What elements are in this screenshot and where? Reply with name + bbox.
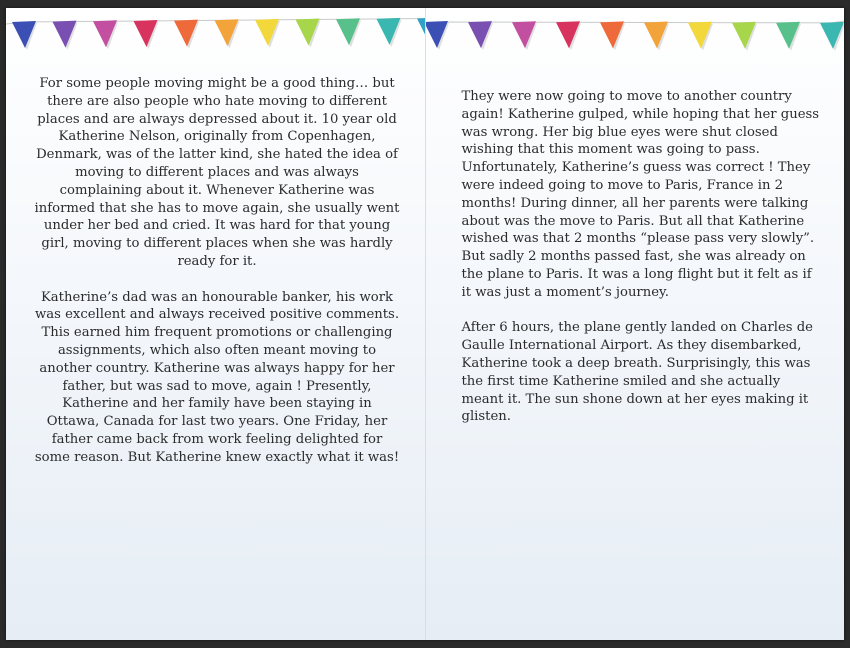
right-paragraph-2: After 6 hours, the plane gently landed on Charles de Gaulle International Airport. As they disembarked, Katherine took a deep breath. Surprisingly, this was the first time Katherine smiled and she actually meant it. The sun shone down at her eyes making it glisten. — [461, 320, 813, 425]
bunting-banner-left — [6, 8, 425, 64]
left-paragraph-2: Katherine’s dad was an honourable banker, his work was excellent and always received positive comments. This earned him frequent promotions or challenging assignments, which also often meant moving to another country. Katherine was always happy for her father, but was sad to move, again ! Presently, Katherine and her family have been staying in Ottawa, Canada for last two years. One Friday, her father came back from work feeling delighted for some reason. But Katherine knew exactly what it was! — [34, 289, 400, 465]
right-paragraph-1: They were now going to move to another country again! Katherine gulped, while hoping that her guess was wrong. Her big blue eyes were shut closed wishing that this moment was going to pass. Unfortunately, Katherine’s guess was correct ! They were indeed going to move to Paris, France in 2 months! During dinner, all her parents were talking about was the move to Paris. But all that Katherine wished was that 2 months “please pass very slowly”. But sadly 2 months passed fast, she was already on the plane to Paris. It was a long flight but it felt as if it was just a moment’s journey. — [461, 89, 820, 300]
right-page — [426, 8, 845, 640]
pennant-flag — [417, 18, 425, 45]
right-page-text — [462, 88, 822, 444]
bunting-banner-right — [426, 8, 845, 64]
book-spread — [6, 8, 844, 640]
left-page — [6, 8, 426, 640]
left-paragraph-1: For some people moving might be a good thing… but there are also people who hate moving to different places and are always depressed about it. 10 year old Katherine Nelson, originally from Copenhagen, Denmark, was of the latter kind, she hated the idea of moving to different places and was always complaining about it. Whenever Katherine was informed that she has to move again, she usually went under her bed and cried. It was hard for that young girl, moving to different places when she was hardly ready for it. — [34, 76, 400, 269]
left-page-text — [34, 75, 400, 484]
